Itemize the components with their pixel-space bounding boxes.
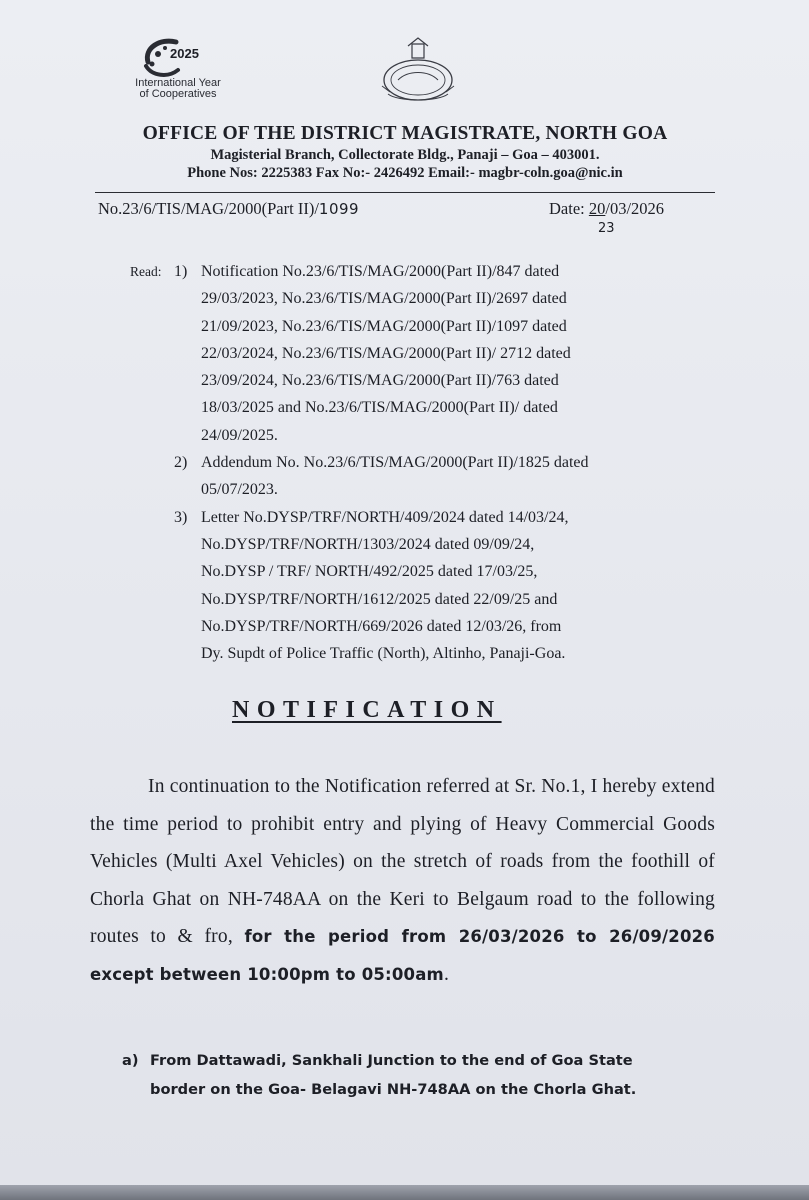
route-item-a: [122, 1046, 722, 1104]
read-line: 23/09/2024, No.23/6/TIS/MAG/2000(Part II)/763 dated: [201, 372, 559, 390]
cooperatives-logo: [108, 36, 248, 106]
coop-line2: of Cooperatives: [139, 88, 217, 100]
read-line: No.DYSP / TRF/ NORTH/492/2025 dated 17/03/25,: [201, 563, 538, 581]
coop-line1: International Year: [135, 77, 221, 89]
body-text: In continuation to the Notification referred at Sr. No.1, I hereby extend the time period to prohibit entry and plying of Heavy Commercial Goods Vehicles (Multi Axel Vehicles) on the stretch of roads from the foothill of Chorla Ghat on NH-748AA on the Keri to Belgaum road to the following routes to & fro,: [90, 776, 715, 948]
document-date: [549, 199, 664, 219]
notification-body: [90, 768, 715, 994]
read-line: No.DYSP/TRF/NORTH/1612/2025 dated 22/09/25 and: [201, 590, 558, 608]
date-label: Date:: [549, 199, 589, 218]
reference-number-handwritten: 1099: [318, 200, 360, 218]
read-line: 21/09/2023, No.23/6/TIS/MAG/2000(Part II)/1097 dated: [201, 317, 567, 335]
body-end: .: [443, 963, 450, 985]
read-line: 18/03/2025 and No.23/6/TIS/MAG/2000(Part II)/ dated: [201, 399, 558, 417]
period-text: for the period from 26/03/2026 to 26/09/2026: [244, 927, 715, 947]
branch-address: Magisterial Branch, Collectorate Bldg., Panaji – Goa – 403001.: [210, 147, 600, 163]
date-correction-handwritten: 23: [598, 221, 615, 236]
read-item-3: [130, 504, 730, 668]
read-line: 22/03/2024, No.23/6/TIS/MAG/2000(Part II)/ 2712 dated: [201, 344, 571, 362]
route-line: border on the Goa- Belagavi NH-748AA on the Chorla Ghat.: [150, 1081, 637, 1098]
route-letter: a): [122, 1052, 139, 1069]
notification-heading: NOTIFICATION: [232, 697, 502, 723]
read-item-1: [130, 258, 730, 449]
reference-number: [98, 199, 359, 219]
read-line: 29/03/2023, No.23/6/TIS/MAG/2000(Part II)/2697 dated: [201, 290, 567, 308]
read-item-number: 2): [174, 454, 188, 472]
read-item-number: 3): [174, 508, 188, 526]
letterhead: [95, 122, 715, 182]
photo-background: [0, 1185, 809, 1200]
read-line: Notification No.23/6/TIS/MAG/2000(Part II)/847 dated: [201, 263, 560, 280]
route-line: From Dattawadi, Sankhali Junction to the end of Goa State: [150, 1052, 633, 1069]
read-item-number: 1): [174, 263, 188, 280]
read-line: 05/07/2023.: [201, 481, 278, 499]
read-line: Dy. Supdt of Police Traffic (North), Altinho, Panaji-Goa.: [201, 645, 566, 663]
coop-year: 2025: [170, 46, 199, 61]
office-title: OFFICE OF THE DISTRICT MAGISTRATE, NORTH GOA: [142, 123, 668, 144]
contact-line: Phone Nos: 2225383 Fax No:- 2426492 Email:- magbr-coln.goa@nic.in: [187, 165, 623, 181]
read-references: [130, 258, 730, 667]
read-line: Letter No.DYSP/TRF/NORTH/409/2024 dated 14/03/24,: [201, 508, 569, 526]
date-day-handwritten: 20: [588, 199, 606, 218]
read-item-2: [130, 449, 730, 504]
read-line: No.DYSP/TRF/NORTH/1303/2024 dated 09/09/24,: [201, 535, 535, 553]
read-line: Addendum No. No.23/6/TIS/MAG/2000(Part II)/1825 dated: [201, 454, 589, 472]
header-divider: [95, 192, 715, 193]
reference-number-text: No.23/6/TIS/MAG/2000(Part II)/: [98, 199, 319, 218]
read-line: No.DYSP/TRF/NORTH/669/2026 dated 12/03/26, from: [201, 617, 562, 635]
state-emblem-icon: [368, 36, 468, 106]
exception-text: except between 10:00pm to 05:00am: [90, 964, 444, 984]
read-label: Read:: [130, 264, 162, 279]
read-line: 24/09/2025.: [201, 426, 278, 444]
date-rest: /03/2026: [605, 199, 665, 218]
